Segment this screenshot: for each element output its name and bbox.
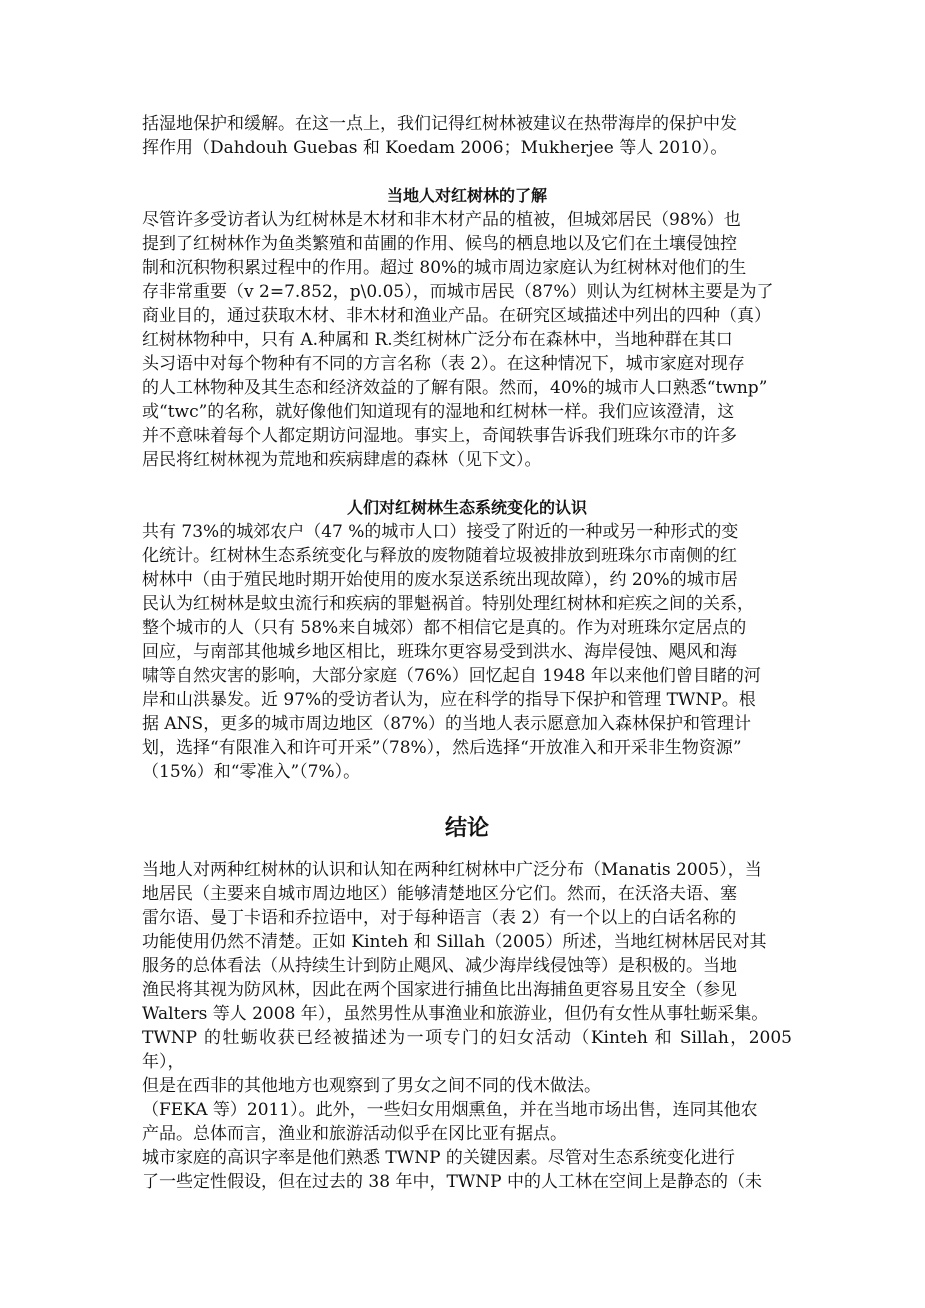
text-line: 岸和山洪暴发。近 97%的受访者认为，应在科学的指导下保护和管理 TWNP。根 (142, 690, 756, 710)
text-line: 了一些定性假设，但在过去的 38 年中，TWNP 中的人工林在空间上是静态的（未 (142, 1172, 762, 1192)
text-line: 制和沉积物积累过程中的作用。超过 80%的城市周边家庭认为红树林对他们的生 (142, 258, 747, 278)
text-line: 化统计。红树林生态系统变化与释放的废物随着垃圾被排放到班珠尔市南侧的红 (142, 546, 737, 566)
text-line: 居民将红树林视为荒地和疾病肆虐的森林（见下文）。 (142, 450, 542, 470)
text-line: 功能使用仍然不清楚。正如 Kinteh 和 Sillah（2005）所述，当地红树林居民对其 (142, 932, 767, 952)
text-line: 存非常重要（v 2=7.852，p\0.05），而城市居民（87%）则认为红树林主要是为了 (142, 282, 774, 302)
ecosystem-change-paragraph (142, 520, 792, 784)
text-line: 尽管许多受访者认为红树林是木材和非木材产品的植被，但城郊居民（98%）也 (142, 210, 741, 230)
section-heading-local-knowledge: 当地人对红树林的了解 (386, 186, 547, 205)
text-line: 渔民将其视为防风林，因此在两个国家进行捕鱼比出海捕鱼更容易且安全（参见 (142, 980, 737, 1000)
text-line: 或“twc”的名称，就好像他们知道现有的湿地和红树林一样。我们应该澄清，这 (142, 402, 735, 422)
text-line: Walters 等人 2008 年），虽然男性从事渔业和旅游业，但仍有女性从事牡蛎采集。 (142, 1004, 769, 1024)
text-line: 划，选择“有限准入和许可开采”（78%），然后选择“开放准入和开采非生物资源” (142, 738, 742, 758)
text-line: 整个城市的人（只有 58%来自城郊）都不相信它是真的。作为对班珠尔定居点的 (142, 618, 747, 638)
text-line: 的人工林物种及其生态和经济效益的了解有限。然而，40%的城市人口熟悉“twnp” (142, 378, 768, 398)
text-line: 并不意味着每个人都定期访问湿地。事实上，奇闻轶事告诉我们班珠尔市的许多 (142, 426, 737, 446)
text-line: 产品。总体而言，渔业和旅游活动似乎在冈比亚有据点。 (142, 1124, 567, 1144)
conclusion-title: 结论 (444, 816, 489, 841)
conclusion-paragraph (142, 858, 792, 1194)
text-line: TWNP 的牡蛎收获已经被描述为一项专门的妇女活动（Kinteh 和 Sillah，2005 年）， (142, 1028, 792, 1072)
text-line: 树林中（由于殖民地时期开始使用的废水泵送系统出现故障），约 20%的城市居 (142, 570, 738, 590)
text-line: 括湿地保护和缓解。在这一点上，我们记得红树林被建议在热带海岸的保护中发 (142, 114, 737, 134)
local-knowledge-paragraph (142, 208, 792, 472)
text-line: 地居民（主要来自城市周边地区）能够清楚地区分它们。然而，在沃洛夫语、塞 (142, 884, 737, 904)
text-line: 但是在西非的其他地方也观察到了男女之间不同的伐木做法。 (142, 1076, 601, 1096)
text-line: （FEKA 等）2011）。此外，一些妇女用烟熏鱼，并在当地市场出售，连同其他农 (142, 1100, 758, 1120)
text-line: 啸等自然灾害的影响，大部分家庭（76%）回忆起自 1948 年以来他们曾目睹的河 (142, 666, 761, 686)
text-line: 服务的总体看法（从持续生计到防止飓风、减少海岸线侵蚀等）是积极的。当地 (142, 956, 737, 976)
text-line: 民认为红树林是蚊虫流行和疾病的罪魁祸首。特别处理红树林和疟疾之间的关系， (142, 594, 754, 614)
text-line: 城市家庭的高识字率是他们熟悉 TWNP 的关键因素。尽管对生态系统变化进行 (142, 1148, 735, 1168)
text-line: 商业目的，通过获取木材、非木材和渔业产品。在研究区域描述中列出的四种（真） (142, 306, 771, 326)
section-heading-ecosystem-change: 人们对红树林生态系统变化的认识 (346, 498, 587, 517)
document-page (142, 112, 792, 1194)
text-line: 回应，与南部其他城乡地区相比，班珠尔更容易受到洪水、海岸侵蚀、飓风和海 (142, 642, 737, 662)
text-line: 提到了红树林作为鱼类繁殖和苗圃的作用、候鸟的栖息地以及它们在土壤侵蚀控 (142, 234, 737, 254)
text-line: 头习语中对每个物种有不同的方言名称（表 2）。在这种情况下，城市家庭对现存 (142, 354, 745, 374)
text-line: 共有 73%的城郊农户（47 %的城市人口）接受了附近的一种或另一种形式的变 (142, 522, 739, 542)
text-line: 挥作用（Dahdouh Guebas 和 Koedam 2006；Mukherjee 等人 2010）。 (142, 138, 728, 158)
text-line: 当地人对两种红树林的认识和认知在两种红树林中广泛分布（Manatis 2005），当 (142, 860, 762, 880)
text-line: （15%）和“零准入”（7%）。 (142, 762, 361, 782)
text-line: 雷尔语、曼丁卡语和乔拉语中，对于每种语言（表 2）有一个以上的白话名称的 (142, 908, 737, 928)
text-line: 据 ANS，更多的城市周边地区（87%）的当地人表示愿意加入森林保护和管理计 (142, 714, 751, 734)
intro-paragraph (142, 112, 792, 160)
text-line: 红树林物种中，只有 A.种属和 R.类红树林广泛分布在森林中，当地种群在其口 (142, 330, 733, 350)
